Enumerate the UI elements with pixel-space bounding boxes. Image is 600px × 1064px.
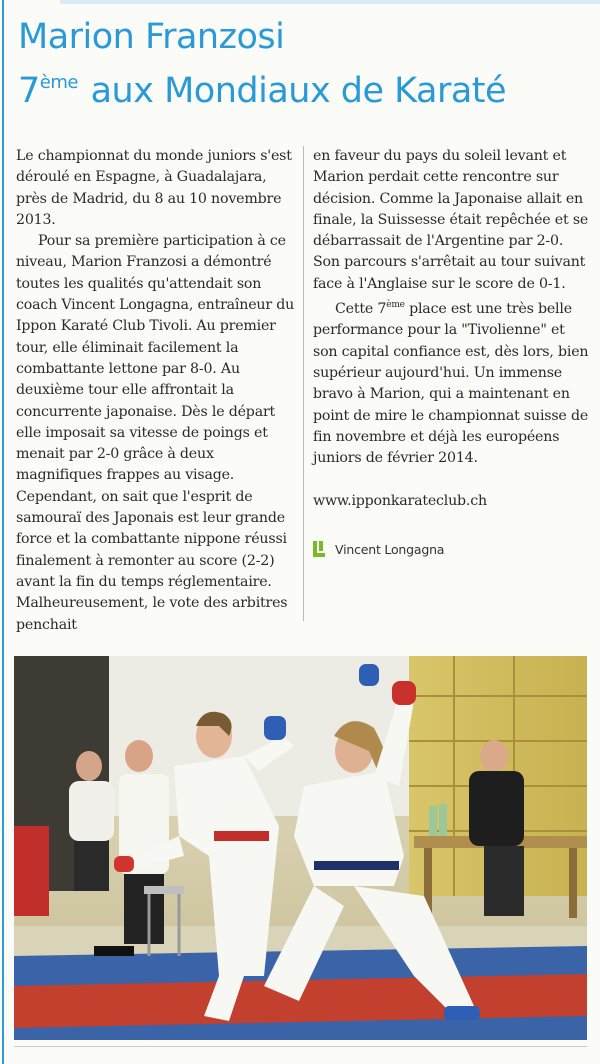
- paragraph-tournament: Pour sa première participation à ce niveau, Marion Franzosi a démontré toutes les qualités qu'attendait son coach Vincent Longagna, entraîneur du Ippon Karaté Club Tivoli. Au premier tour, elle éliminait facilement la combattante lettone par 8-0. Au deuxième tour elle affrontait la concurrente japonaise. Dès le départ elle imposait sa vitesse de poings et menait par 2-0 grâce à deux magnifiques frappes au visage. Cependant, on sait que l'esprit de samouraï des Japonais est leur grande force et la combattante nippone réussi finalement à remonter au score (2-2) avant la fin du temps réglementaire. Malheureusement, le vote des arbitres penchait: [16, 233, 295, 633]
- paragraph-continuation: en faveur du pays du soleil levant et Marion perdait cette rencontre sur décision. Comme la Japonaise allait en finale, la Suissesse était repêchée et se débarrassait de l'Argentine par 2-0. Son parcours s'arrêtait au tour suivant face à l'Anglaise sur le score de 0-1.: [313, 148, 589, 292]
- title-line-2: [18, 60, 588, 114]
- photo-illustration: [14, 656, 587, 1040]
- article-column-left: [16, 146, 298, 636]
- title-rest: aux Mondiaux de Karaté: [90, 71, 507, 111]
- karate-match-photo: [14, 656, 587, 1040]
- title-line-1: Marion Franzosi: [18, 17, 285, 57]
- left-accent-rule: [2, 0, 4, 1064]
- club-website-link[interactable]: www.ipponkarateclub.ch: [313, 493, 487, 510]
- conclusion-start: Cette 7: [335, 301, 387, 318]
- article-title: [18, 14, 588, 114]
- article-column-right: [313, 146, 589, 560]
- author-name: Vincent Longagna: [335, 541, 445, 557]
- bottom-rule: [14, 1046, 587, 1047]
- paragraph-intro: Le championnat du monde juniors s'est déroulé en Espagne, à Guadalajara, près de Madrid, du 8 au 10 novembre 2013.: [16, 148, 292, 228]
- column-divider: [303, 146, 304, 621]
- title-ordinal-suffix: ème: [39, 72, 78, 93]
- title-ordinal: 7: [18, 71, 40, 111]
- conclusion-ordinal-suffix: ème: [386, 300, 405, 311]
- author-byline: [313, 539, 589, 560]
- paragraph-conclusion: [313, 295, 589, 469]
- conclusion-rest: place est une très belle performance pour la "Tivolienne" et son capital confiance est, dès lors, bien supérieur aujourd'hui. Un immense bravo à Marion, qui a maintenant en point de mire le championnat suisse de fin novembre et déjà les européens juniors de février 2014.: [313, 301, 589, 467]
- top-strip: [60, 0, 600, 4]
- club-logo-icon: [313, 541, 327, 557]
